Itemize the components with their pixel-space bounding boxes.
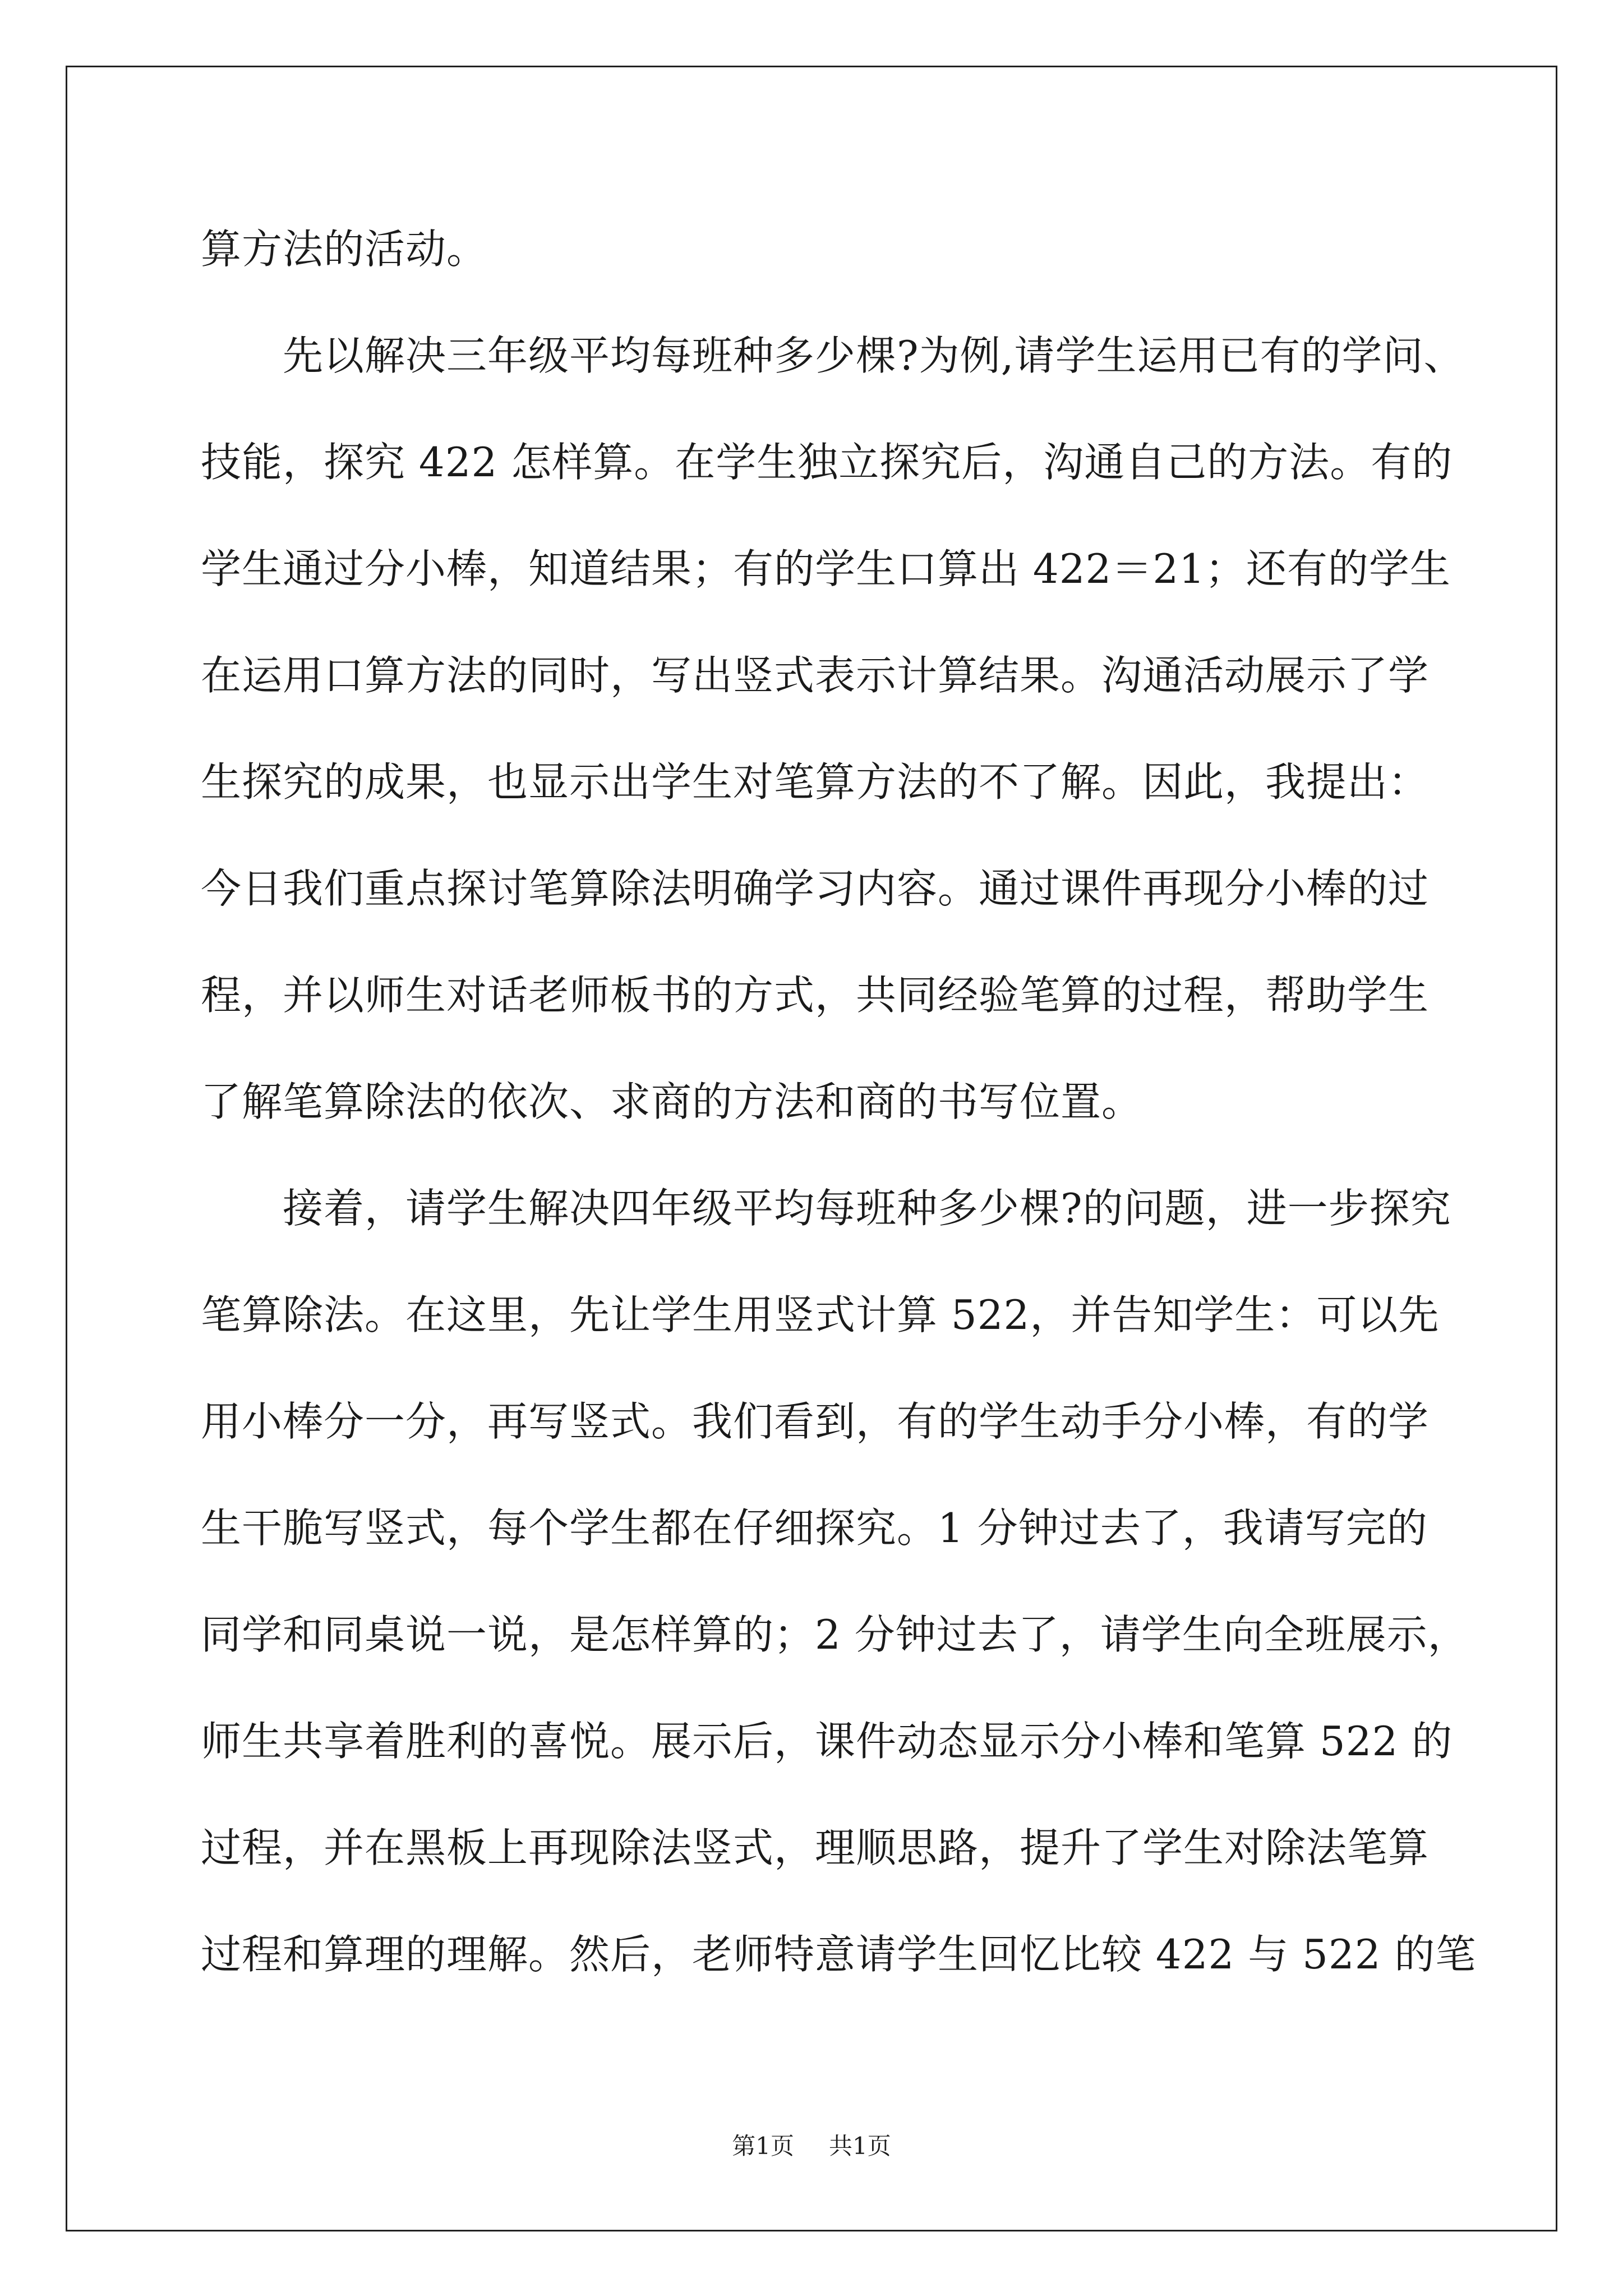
body-line: 在运用口算方法的同时，写出竖式表示计算结果。沟通活动展示了学	[201, 652, 1430, 699]
current-page-number: 第1页	[732, 2132, 794, 2160]
body-line: 算方法的活动。	[201, 226, 488, 273]
body-line: 先以解决三年级平均每班种多少棵?为例,请学生运用已有的学问、	[283, 332, 1465, 379]
body-line: 接着，请学生解决四年级平均每班种多少棵?的问题，进一步探究	[283, 1185, 1451, 1232]
body-line: 师生共享着胜利的喜悦。展示后，课件动态显示分小棒和笔算 522 的	[201, 1718, 1453, 1765]
body-line: 过程和算理的理解。然后，老师特意请学生回忆比较 422 与 522 的笔	[201, 1931, 1477, 1978]
body-line: 今日我们重点探讨笔算除法明确学习内容。通过课件再现分小棒的过	[201, 865, 1430, 912]
body-text	[201, 196, 1536, 2008]
body-line: 笔算除法。在这里，先让学生用竖式计算 522，并告知学生：可以先	[201, 1291, 1440, 1338]
body-line: 过程，并在黑板上再现除法竖式，理顺思路，提升了学生对除法笔算	[201, 1824, 1430, 1871]
page-footer	[0, 2132, 1623, 2161]
body-line: 了解笔算除法的依次、求商的方法和商的书写位置。	[201, 1078, 1143, 1125]
body-line: 生探究的成果，也显示出学生对笔算方法的不了解。因此，我提出：	[201, 758, 1430, 806]
body-line: 技能，探究 422 怎样算。在学生独立探究后，沟通自己的方法。有的	[201, 439, 1453, 486]
body-line: 用小棒分一分，再写竖式。我们看到，有的学生动手分小棒，有的学	[201, 1398, 1430, 1445]
body-line: 学生通过分小棒，知道结果；有的学生口算出 422＝21；还有的学生	[201, 545, 1451, 592]
body-line: 程，并以师生对话老师板书的方式，共同经验笔算的过程，帮助学生	[201, 972, 1430, 1019]
body-line: 生干脆写竖式，每个学生都在仔细探究。1 分钟过去了，我请写完的	[201, 1504, 1428, 1552]
total-page-count: 共1页	[829, 2132, 891, 2160]
body-line: 同学和同桌说一说，是怎样算的；2 分钟过去了，请学生向全班展示，	[201, 1611, 1469, 1658]
